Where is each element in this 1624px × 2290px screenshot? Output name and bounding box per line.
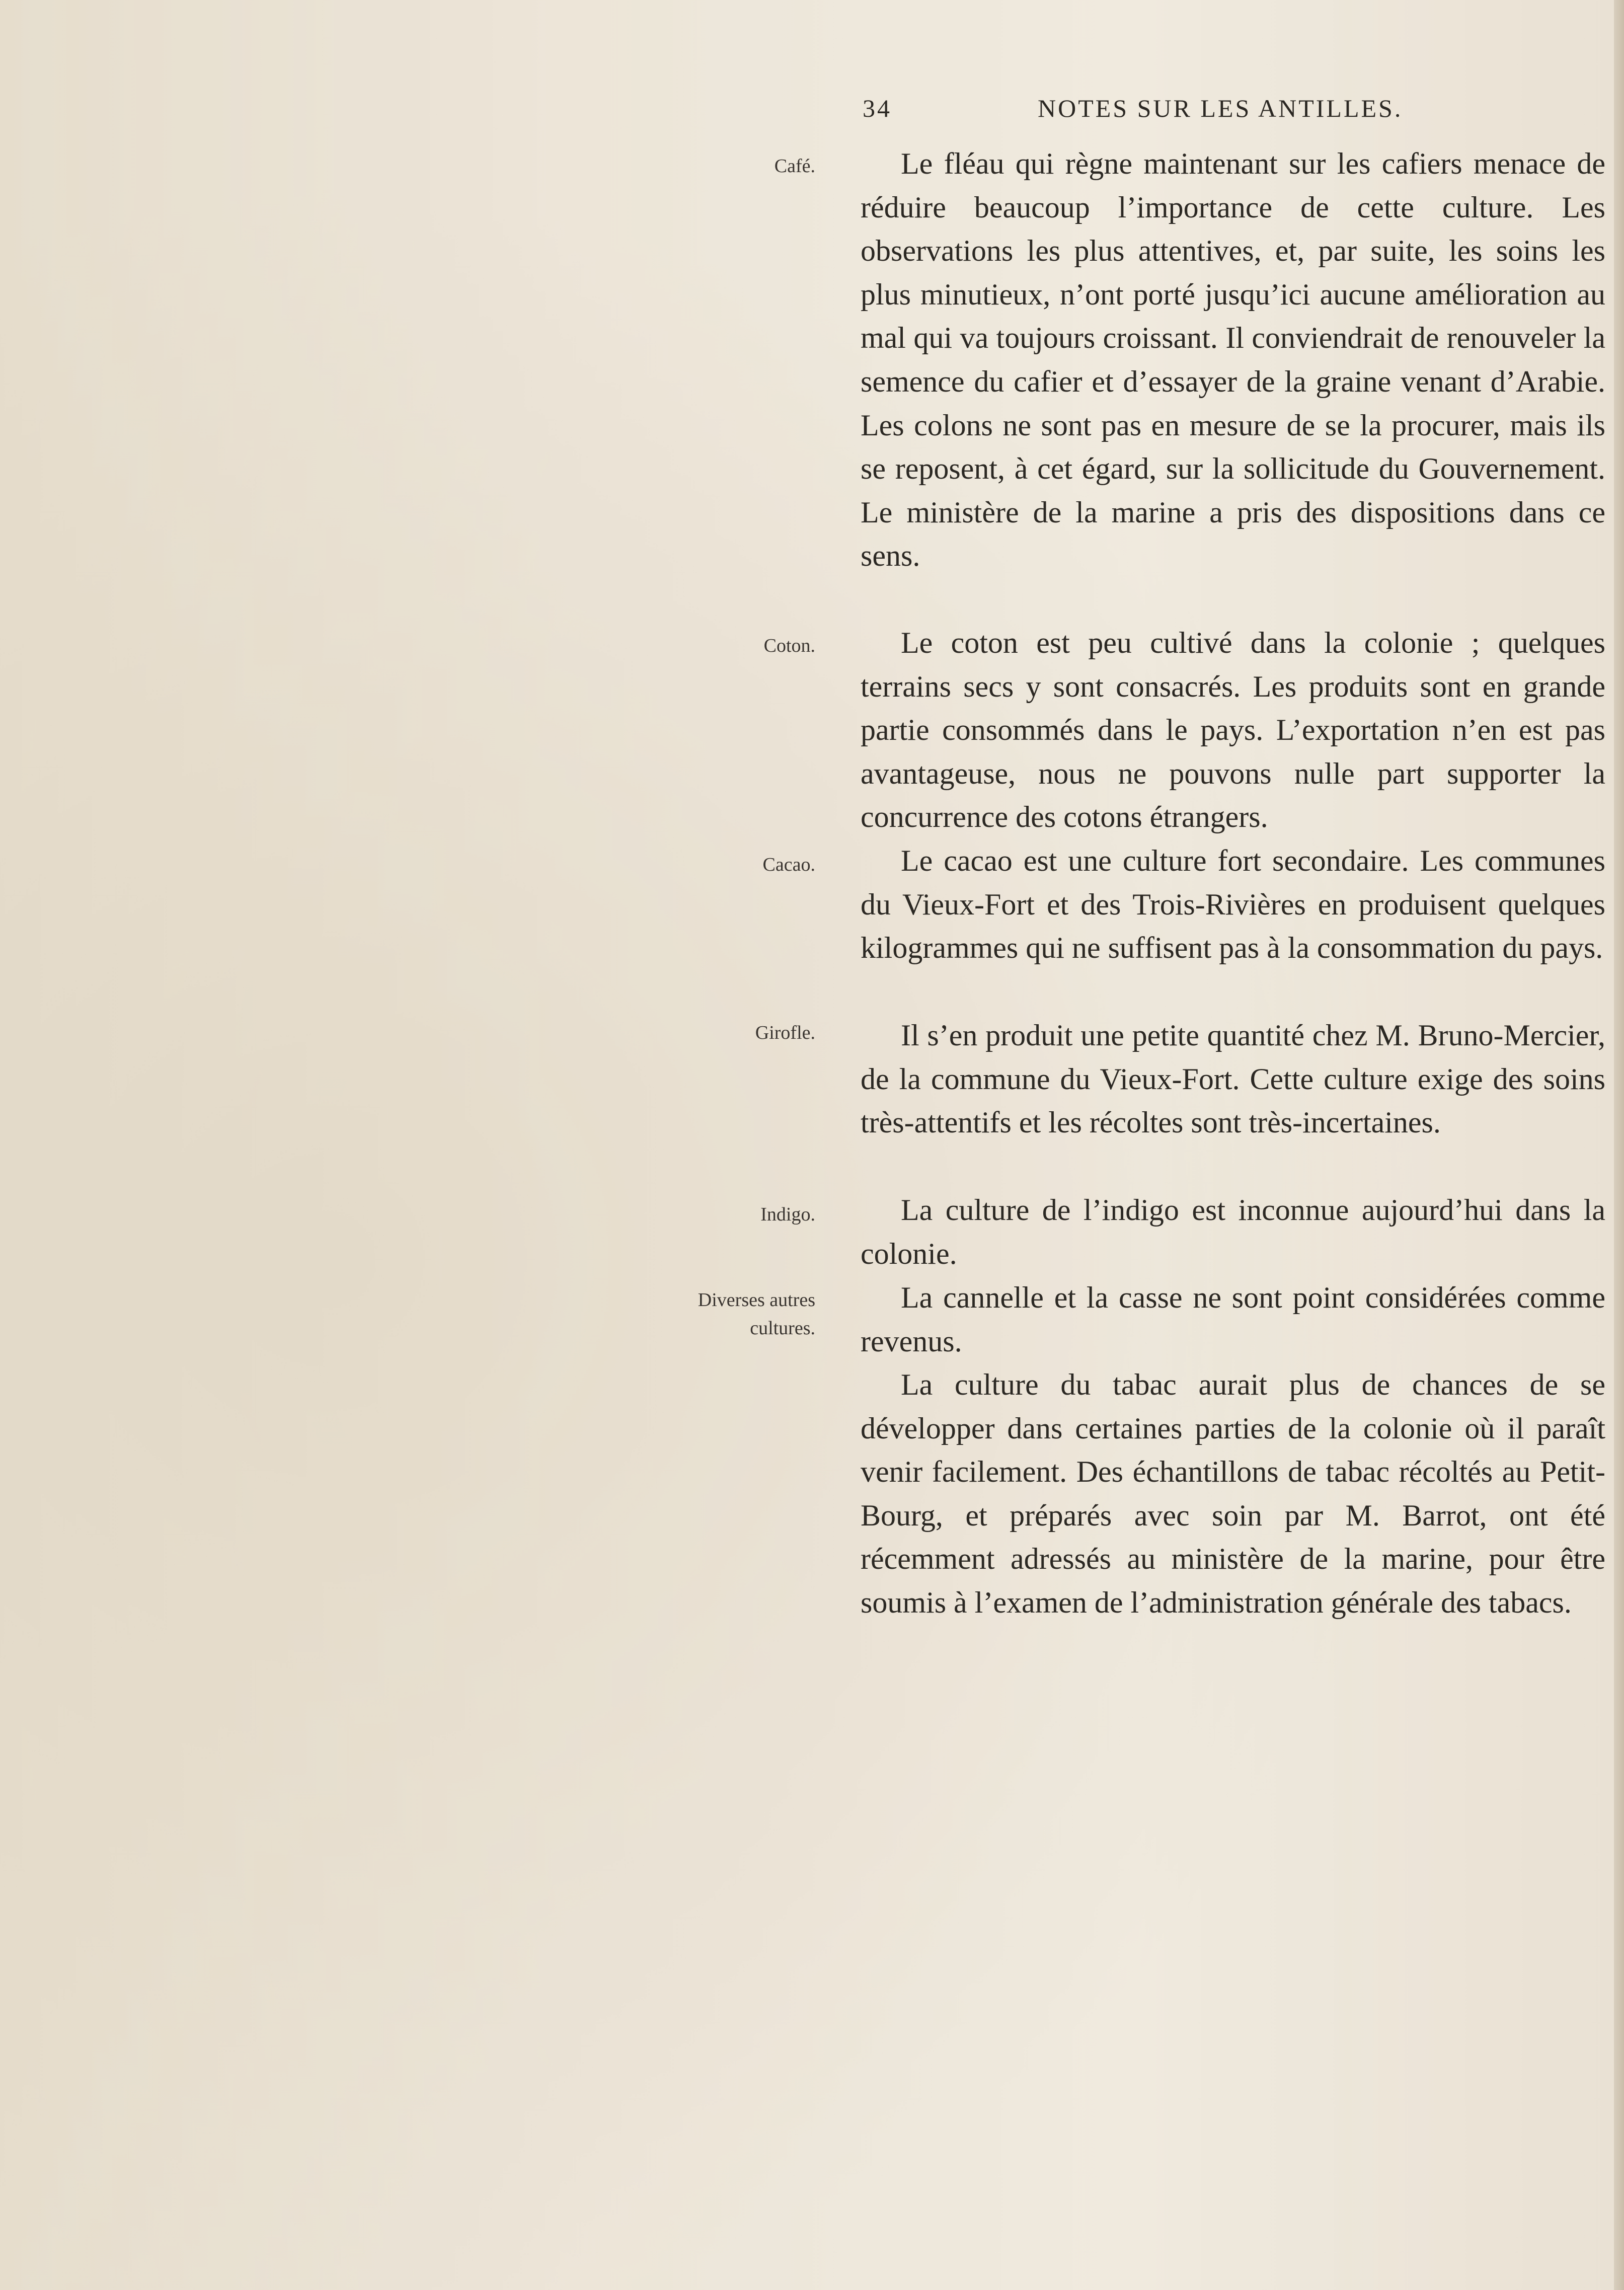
running-title: NOTES SUR LES ANTILLES. (1038, 94, 1403, 122)
paragraph-coton (861, 621, 1605, 839)
margin-note-coton: Coton. (763, 635, 815, 656)
running-header (863, 94, 1441, 134)
paragraph-text: La culture du tabac aurait plus de chances de se développer dans certaines parties de la colonie où il paraît venir facilement. Des échantillons de tabac récoltés au Petit-Bourg, et préparés avec soin par M. Barrot, ont été récemment adressés au ministère de la marine, pour être soumis à l’examen de l’administration générale des tabacs. (861, 1368, 1605, 1619)
paragraph-cacao (861, 839, 1605, 970)
margin-note-girofle: Girofle. (755, 1022, 815, 1043)
page-edge (1614, 0, 1624, 2290)
paragraph-girofle (861, 1014, 1605, 1144)
paragraph-tabac (861, 1363, 1605, 1625)
paragraph-text: Le coton est peu cultivé dans la colonie ; quelques terrains secs y sont consacrés. Les produits sont en grande partie consommés dans le pays. L’exportation n’en est pas avantageuse, nous ne pouvons nulle part supporter la concurrence des cotons étrangers. (861, 626, 1605, 834)
paragraph-cafe (861, 142, 1605, 578)
margin-note-cacao: Cacao. (762, 854, 815, 875)
paragraph-text: Le cacao est une culture fort secondaire. Les communes du Vieux-Fort et des Trois-Rivières en produisent quelques kilogrammes qui ne suffisent pas à la consommation du pays. (861, 844, 1605, 965)
paragraph-text: Le fléau qui règne maintenant sur les cafiers menace de réduire beaucoup l’importance de cette culture. Les observations les plus attentives, et, par suite, les soins les plus minutieux, n’ont porté jusqu’ici aucune amélioration au mal qui va toujours croissant. Il conviendrait de renouveler la semence du cafier et d’essayer de la graine venant d’Arabie. Les colons ne sont pas en mesure de se la procurer, mais ils se reposent, à cet égard, sur la sollicitude du Gouvernement. Le ministère de la marine a pris des dispositions dans ce sens. (861, 147, 1605, 573)
page-number: 34 (863, 94, 892, 122)
margin-note-indigo: Indigo. (760, 1204, 815, 1225)
paragraph-indigo (861, 1188, 1605, 1275)
paragraph-text: La culture de l’indigo est inconnue aujourd’hui dans la colonie. (861, 1193, 1605, 1270)
margin-note-cafe: Café. (774, 156, 815, 177)
paragraph-text: La cannelle et la casse ne sont point considérées comme revenus. (861, 1281, 1605, 1358)
paragraph-text: Il s’en produit une petite quantité chez M. Bruno-Mercier, de la commune du Vieux-Fort. Cette culture exige des soins très-attentifs et les récoltes sont très-incertaines. (861, 1019, 1605, 1139)
margin-note-diverses: Diverses autres cultures. (698, 1289, 815, 1339)
paragraph-diverses (861, 1276, 1605, 1363)
